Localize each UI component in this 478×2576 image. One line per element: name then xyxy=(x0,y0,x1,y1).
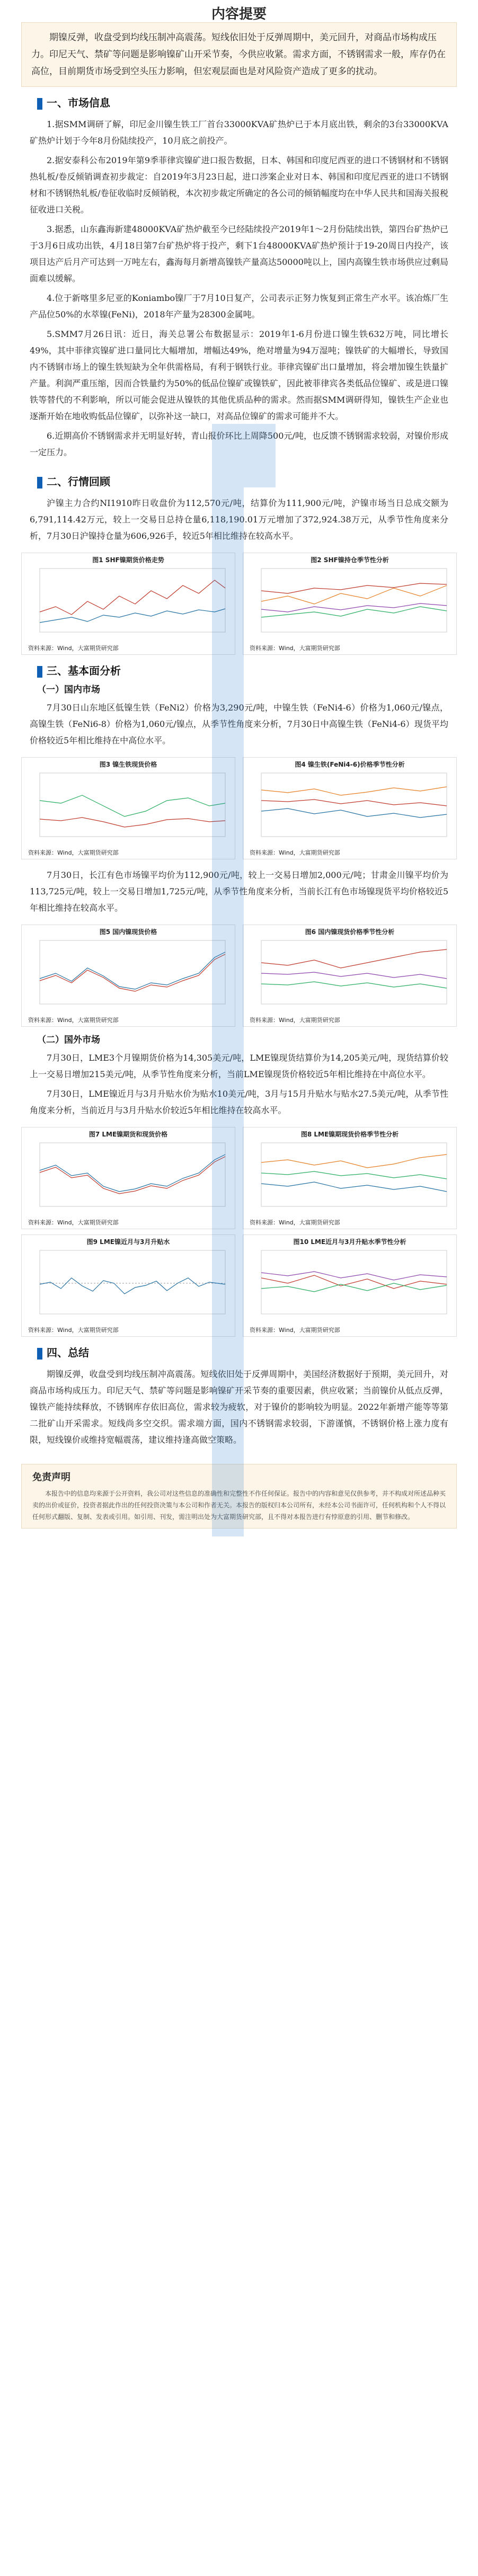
paragraph: 6.近期高价不锈钢需求并无明显好转，青山报价环比上周降500元/吨，也反馈不锈钢需求较弱，对镍价形成一定压力。 xyxy=(30,431,448,457)
figure-title: 图7 LME镍期货和现货价格 xyxy=(88,1131,168,1138)
page-title: 内容提要 xyxy=(211,6,267,22)
section-3-heading xyxy=(37,662,478,678)
section-marker xyxy=(37,477,42,488)
chart-line-2 xyxy=(245,564,453,644)
figure-title: 图6 国内镍现货价格季节性分析 xyxy=(305,928,395,936)
section-4-title: 四、总结 xyxy=(47,1346,89,1359)
figure-source: 资料来源：Wind，大富期货研究部 xyxy=(250,1327,340,1334)
subsection-overseas: （二）国外市场 xyxy=(37,1035,100,1045)
figure-source: 资料来源：Wind，大富期货研究部 xyxy=(250,849,340,856)
chart-line-5 xyxy=(24,936,232,1016)
section-1-title: 一、市场信息 xyxy=(47,96,110,109)
section-2-body xyxy=(21,493,457,549)
figure-5 xyxy=(21,925,235,1027)
disclaimer-title: 免责声明 xyxy=(32,1472,70,1483)
figure-8 xyxy=(243,1127,457,1229)
chart-line-8 xyxy=(245,1139,453,1218)
subsection-domestic: （一）国内市场 xyxy=(37,685,100,695)
paragraph: 沪镍主力合约NI1910昨日收盘价为112,570元/吨，结算价为111,900元/吨，沪镍市场当日总成交额为6,791,114.42万元，较上一交易日总持仓量6,118,190.01万元增加了372,924.38万元，从季节性角度来分析，7月30日沪镍持仓量为606,926手，较近5年相比维持在较高水平。 xyxy=(30,498,448,541)
section-marker xyxy=(37,98,42,110)
figure-source: 资料来源：Wind，大富期货研究部 xyxy=(250,1219,340,1226)
paragraph: 7月30日，LME镍近月与3月升贴水价为贴水10美元/吨，3月与15月升贴水与贴水27.5美元/吨，从季节性角度来分析，当前近月与3月升贴水价较近5年相比维持在较高水平。 xyxy=(30,1089,448,1115)
section-3a-body xyxy=(21,697,457,754)
figure-3 xyxy=(21,757,235,859)
paragraph: 5.SMM7月26日讯：近日，海关总署公布数据显示：2019年1-6月份进口镍生铁632万吨，同比增长49%，其中菲律宾镍矿进口量同比大幅增加，增幅达49%，绝对增量为94万湿吨；镍铁矿的大幅增长，导致国内不锈钢市场上的镍生铁短缺为全年供需格局，有利于钢铁行业。菲律宾镍矿出口量增加，将会增加镍生铁量扩产量。利润严重压缩，因而合铁量约为50%的低品位镍矿或镍铁矿，因此被菲律宾各类低品位镍矿、或是进口镍铁等替代的不利影响，所以可能会促进从镍铁的其他优质品种的需求。然而据SMM调研得知，镍铁生产企业也逐渐开始在地收购低品位镍矿，以弥补这一缺口，对高品位镍矿的需求可能并不大。 xyxy=(30,329,448,421)
figure-row-2 xyxy=(21,757,457,859)
section-3-title: 三、基本面分析 xyxy=(47,664,121,677)
figure-1 xyxy=(21,553,235,655)
section-2-title: 二、行情回顾 xyxy=(47,475,110,488)
disclaimer-box xyxy=(21,1464,457,1529)
section-1-body xyxy=(21,114,457,466)
section-3b-body xyxy=(21,865,457,921)
section-marker xyxy=(37,666,42,678)
figure-7 xyxy=(21,1127,235,1229)
paragraph: 2.据安泰科公布2019年第9季菲律宾镍矿进口报告数据，日本、韩国和印度尼西亚的进口不锈钢材和不锈钢热轧板/卷反倾销调查初步裁定：自2019年3月23日起，进口涉案企业对日本、韩国和印度尼西亚的进口不锈钢材和不锈钢热轧板/卷征收临时反倾销税，本次初步裁定所确定的各公司的倾销幅度均在中华人民共和国海关报税征收进口关税。 xyxy=(30,155,448,215)
paragraph: 期镍反弹，收盘受到均线压制冲高震荡。短线依旧处于反弹周期中，美国经济数据好于预期，美元回升，对商品市场构成压力。印尼天气、禁矿等问题是影响镍矿开采节奏的重要因素，供应收紧；当前镍价从低点反弹，镍铁产能持续释放，不锈钢库存依旧高位，需求较为疲软，对于镍价的影响较为明显。2022年新增产能等等第二批矿山开采需求。短线尚多空交织。需求端方面，国内不锈钢需求较弱，下游谨慎，不锈钢价格上涨力度有限，短线镍价或维持宽幅震荡，建议维持逢高做空策略。 xyxy=(30,1369,448,1445)
section-2-heading xyxy=(37,473,478,488)
intro-summary: 期镍反弹，收盘受到均线压制冲高震荡。短线依旧处于反弹周期中，美元回升，对商品市场构成压力。印尼天气、禁矿等问题是影响镍矿山开采节奏，今供应收紧。需求方面，不锈钢需求一般，库存仍在高位，目前期货市场受到空头压力影响，但宏观层面也是对风险资产造成了更多的扰动。 xyxy=(21,22,457,87)
chart-line-4 xyxy=(245,769,453,848)
figure-9 xyxy=(21,1234,235,1337)
figure-10 xyxy=(243,1234,457,1337)
paragraph: 1.据SMM调研了解，印尼金川镍生铁工厂首台33000KVA矿热炉已于本月底出铁，剩余的3台33000KVA矿热炉计划于今年8月份陆续投产，10月底之前投产。 xyxy=(30,119,448,146)
chart-line-6 xyxy=(245,936,453,1016)
figure-row-3 xyxy=(21,925,457,1027)
figure-row-4 xyxy=(21,1127,457,1229)
figure-row-1 xyxy=(21,553,457,655)
paragraph: 7月30日，LME3个月镍期货价格为14,305美元/吨，LME镍现货结算价为14,205美元/吨，现货结算价较上一交易日增加215美元/吨，从季节性角度来分析，当前LME镍现货价格较近5年相比维持在中高位水平。 xyxy=(30,1053,448,1079)
chart-line-1 xyxy=(24,564,232,644)
section-4-heading xyxy=(37,1344,478,1360)
figure-title: 图9 LME镍近月与3月升贴水 xyxy=(86,1238,170,1246)
figure-source: 资料来源：Wind，大富期货研究部 xyxy=(28,1219,119,1226)
figure-source: 资料来源：Wind，大富期货研究部 xyxy=(28,1327,119,1334)
figure-title: 图5 国内镍现货价格 xyxy=(99,928,157,936)
paragraph: 4.位于新喀里多尼亚的Koniambo镍厂于7月10日复产，公司表示正努力恢复到正常生产水平。该冶炼厂生产品位50%的水萃镍(FeNi)，2018年产量为28300金属吨。 xyxy=(30,293,448,319)
paragraph: 7月30日山东地区低镍生铁（FeNi2）价格为3,290元/吨，中镍生铁（FeNi4-6）价格为1,060元/镍点，高镍生铁（FeNi6-8）价格为1,060元/镍点，从季节性角度来分析，7月30日中高镍生铁（FeNi4-6）现货平均价格较近5年相比维持在中高位水平。 xyxy=(30,703,448,745)
chart-line-7 xyxy=(24,1139,232,1218)
figure-title: 图4 镍生铁(FeNi4-6)价格季节性分析 xyxy=(295,761,405,768)
figure-6 xyxy=(243,925,457,1027)
chart-line-10 xyxy=(245,1246,453,1326)
figure-source: 资料来源：Wind，大富期货研究部 xyxy=(28,645,119,652)
figure-title: 图2 SHF镍持仓季节性分析 xyxy=(311,556,389,564)
section-1-heading xyxy=(37,94,478,110)
section-3c-body xyxy=(21,1047,457,1124)
disclaimer-text: 本报告中的信息均来源于公开资料，我公司对这些信息的准确性和完整性不作任何保证。报告中的内容和意见仅供参考，并不构成对所述品种买卖的出价或征价，投资者据此作出的任何投资决策与本公司和作者无关。本报告的版权归本公司所有，未经本公司书面许可，任何机构和个人不得以任何形式翻版、复制、发表或引用。如引用、刊发，需注明出处为大富期货研究部，且不得对本报告进行有悖原意的引用、删节和修改。 xyxy=(32,1490,446,1521)
figure-2 xyxy=(243,553,457,655)
figure-source: 资料来源：Wind，大富期货研究部 xyxy=(250,1017,340,1024)
figure-source: 资料来源：Wind，大富期货研究部 xyxy=(28,1017,119,1024)
figure-title: 图1 SHF镍期货价格走势 xyxy=(92,556,164,564)
figure-4 xyxy=(243,757,457,859)
paragraph: 7月30日，长江有色市场镍平均价为112,900元/吨，较上一交易日增加2,000元/吨；甘肃金川镍平均价为113,725元/吨，较上一交易日增加1,725元/吨，从季节性角度来分析，当前长江有色市场镍现货平均价格较近5年相比维持在较高水平。 xyxy=(30,870,448,913)
chart-line-9 xyxy=(24,1246,232,1326)
section-marker xyxy=(37,1348,42,1360)
figure-title: 图3 镍生铁现货价格 xyxy=(99,761,157,768)
section-4-body xyxy=(21,1364,457,1453)
figure-source: 资料来源：Wind，大富期货研究部 xyxy=(28,849,119,856)
figure-row-5 xyxy=(21,1234,457,1337)
figure-title: 图10 LME近月与3月升贴水季节性分析 xyxy=(293,1238,406,1246)
paragraph: 3.据悉，山东鑫海新建48000KVA矿热炉截至今已经陆续投产2019年1～2月份陆续出铁，第四台矿热炉已于3月6日成功出铁，4月18日第7台矿热炉将于投产，剩下1台48000KVA矿热炉预计于19-20周日内投产，该项目达产后月产可达到一万吨左右，鑫海每月新增高镍铁产量高达50000吨以上，国内高镍生铁市场供应过剩局面难以缓解。 xyxy=(30,224,448,283)
figure-title: 图8 LME镍期现货价格季节性分析 xyxy=(300,1131,399,1138)
chart-line-3 xyxy=(24,769,232,848)
figure-source: 资料来源：Wind，大富期货研究部 xyxy=(250,645,340,652)
